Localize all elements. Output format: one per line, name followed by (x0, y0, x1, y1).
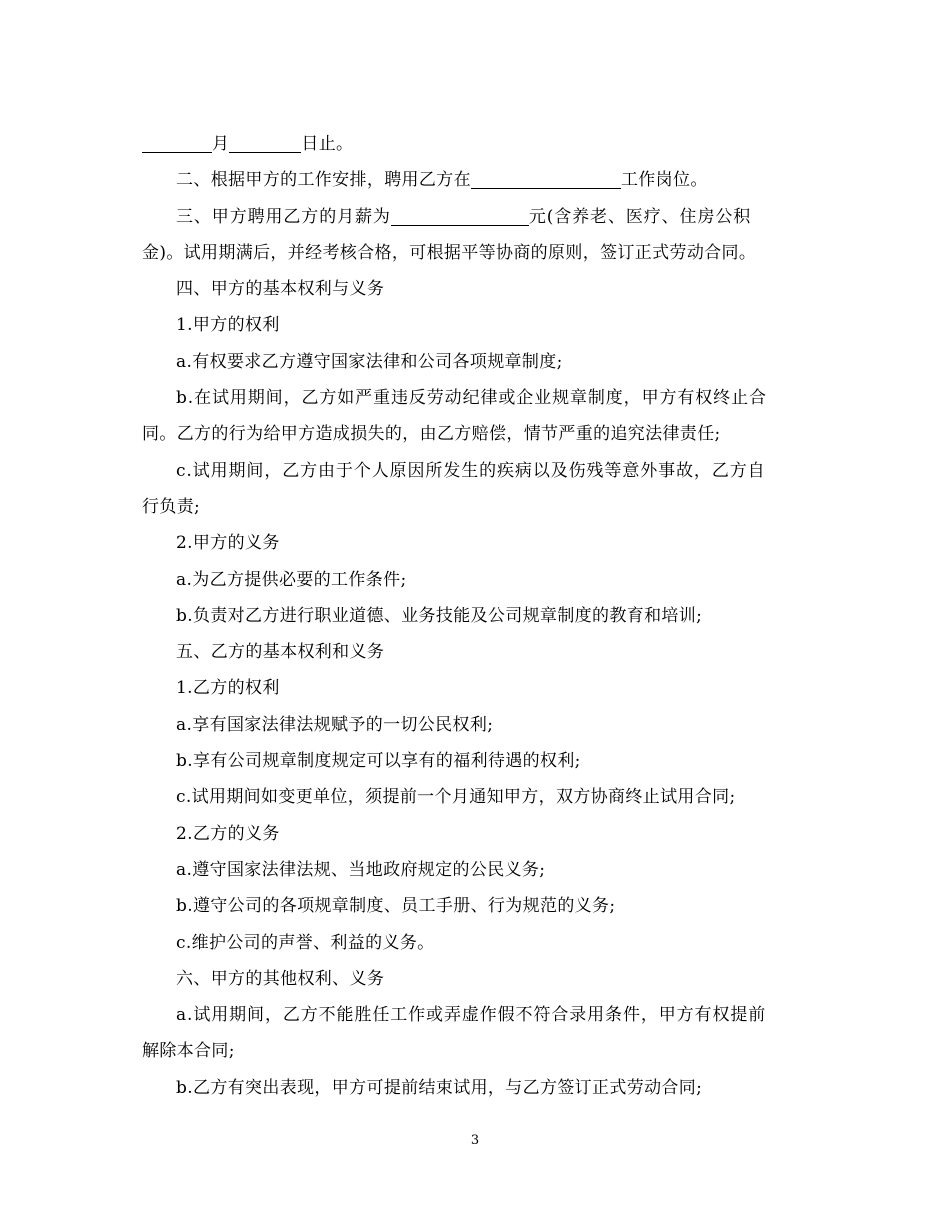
section-4-1-c-continuation: 行负责; (142, 496, 201, 517)
section-6-a-continuation: 解除本合同; (142, 1041, 235, 1062)
section-5-2-b: b.遵守公司的各项规章制度、员工手册、行为规范的义务; (176, 896, 616, 917)
section-5-2-heading: 2.乙方的义务 (176, 823, 280, 844)
section-6-a: a.试用期间，乙方不能胜任工作或弄虚作假不符合录用条件，甲方有权提前 (176, 1005, 767, 1026)
section-4-2-heading: 2.甲方的义务 (176, 533, 280, 554)
clause-3-suffix: 元(含养老、医疗、住房公积 (528, 206, 752, 227)
section-4-1-a: a.有权要求乙方遵守国家法律和公司各项规章制度; (176, 351, 563, 372)
section-5-1-c: c.试用期间如变更单位，须提前一个月通知甲方，双方协商终止试用合同; (176, 787, 736, 808)
clause-3-line (142, 199, 806, 235)
section-4-heading: 四、甲方的基本权利与义务 (176, 279, 385, 300)
day-end-label: 日止。 (301, 134, 354, 154)
clause-2-suffix: 工作岗位。 (620, 170, 708, 191)
date-end-line (142, 126, 806, 162)
clause-3-text: 三、甲方聘用乙方的月薪为 (176, 206, 391, 227)
section-5-heading: 五、乙方的基本权利和义务 (176, 642, 385, 663)
day-blank (229, 130, 301, 153)
section-5-1-b: b.享有公司规章制度规定可以享有的福利待遇的权利; (176, 751, 581, 772)
clause-2-line (142, 162, 806, 198)
section-6-b: b.乙方有突出表现，甲方可提前结束试用，与乙方签订正式劳动合同; (176, 1077, 703, 1098)
section-4-1-c: c.试用期间，乙方由于个人原因所发生的疾病以及伤残等意外事故，乙方自 (176, 460, 766, 481)
page-number: 3 (470, 1133, 480, 1148)
section-4-1-b-continuation: 同。乙方的行为给甲方造成损失的，由乙方赔偿，情节严重的追究法律责任; (142, 424, 721, 445)
section-5-1-heading: 1.乙方的权利 (176, 678, 280, 699)
section-5-2-a: a.遵守国家法律法规、当地政府规定的公民义务; (176, 859, 546, 880)
position-blank (471, 166, 621, 189)
section-6-heading: 六、甲方的其他权利、义务 (176, 968, 385, 989)
section-4-1-b: b.在试用期间，乙方如严重违反劳动纪律或企业规章制度，甲方有权终止合 (176, 388, 767, 409)
section-4-2-b: b.负责对乙方进行职业道德、业务技能及公司规章制度的教育和培训; (176, 605, 703, 626)
section-5-1-a: a.享有国家法律法规赋予的一切公民权利; (176, 714, 494, 735)
month-blank (142, 130, 212, 153)
section-4-2-a: a.为乙方提供必要的工作条件; (176, 569, 407, 590)
clause-2-text: 二、根据甲方的工作安排，聘用乙方在 (176, 170, 471, 191)
section-5-2-c: c.维护公司的声誉、利益的义务。 (176, 932, 435, 953)
month-label: 月 (212, 134, 230, 154)
document-body (142, 126, 806, 1106)
clause-3-continuation: 金)。试用期满后，并经考核合格，可根据平等协商的原则，签订正式劳动合同。 (142, 242, 757, 263)
section-4-1-heading: 1.甲方的权利 (176, 315, 280, 336)
salary-blank (391, 203, 529, 226)
